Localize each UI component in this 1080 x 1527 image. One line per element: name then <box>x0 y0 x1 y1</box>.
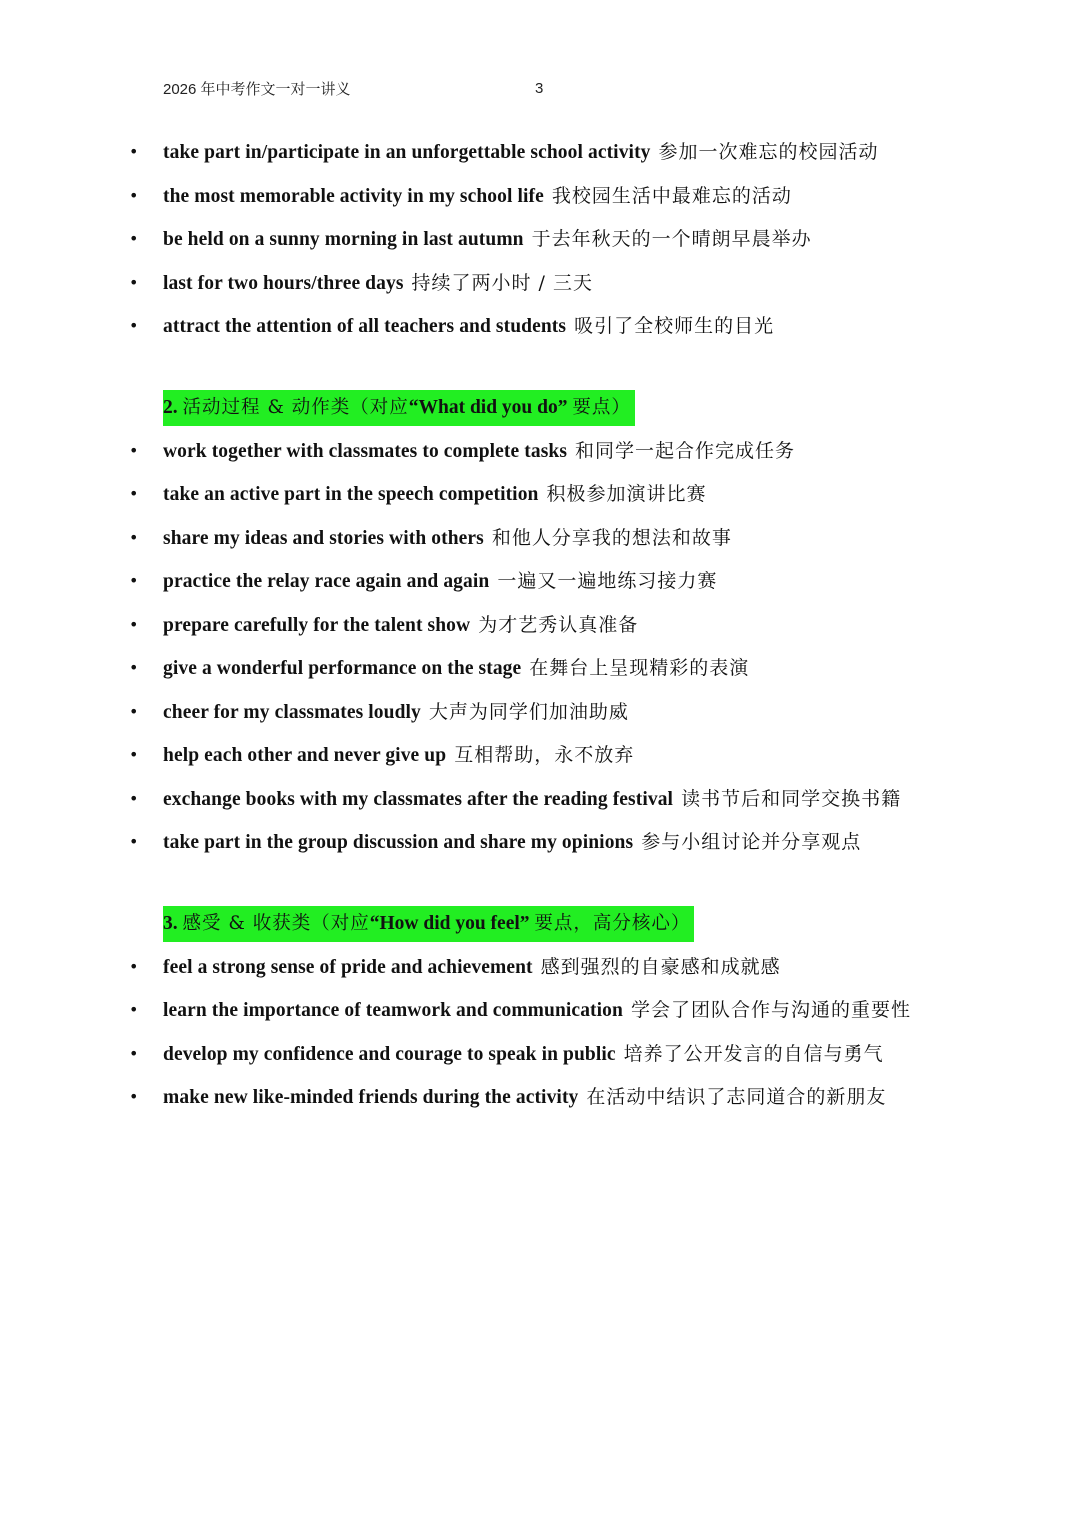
phrase-en: take part in/participate in an unforgettable school activity <box>163 142 651 163</box>
phrase-zh: 参加一次难忘的校园活动 <box>658 141 879 163</box>
phrase-en: help each other and never give up <box>163 745 447 766</box>
list-item <box>0 778 918 822</box>
section2-list <box>0 430 1080 865</box>
phrase-zh: 参与小组讨论并分享观点 <box>641 831 862 853</box>
page-number: 3 <box>535 80 544 97</box>
phrase-zh: 培养了公开发言的自信与勇气 <box>623 1042 884 1065</box>
phrase-en: give a wonderful performance on the stage <box>163 658 522 679</box>
section1-list <box>0 131 1080 349</box>
phrase-zh: 感到强烈的自豪感和成就感 <box>540 955 781 978</box>
phrase-zh: 在活动中结识了志同道合的新朋友 <box>586 1086 887 1108</box>
heading-zh: 感受 & 收获类（对应 <box>182 912 370 934</box>
phrase-en: learn the importance of teamwork and communication <box>163 1000 623 1021</box>
phrase-zh: 大声为同学们加油助威 <box>428 700 629 723</box>
phrase-en: the most memorable activity in my school life <box>163 185 544 207</box>
list-item <box>0 262 918 306</box>
phrase-zh: 在舞台上呈现精彩的表演 <box>529 657 750 679</box>
list-item <box>0 946 918 990</box>
phrase-zh: 积极参加演讲比赛 <box>546 483 707 505</box>
phrase-zh: 为才艺秀认真准备 <box>478 613 639 636</box>
list-item <box>0 175 918 219</box>
phrase-zh: 我校园生活中最难忘的活动 <box>551 184 792 207</box>
phrase-en: last for two hours/three days <box>163 272 404 294</box>
list-item <box>0 989 918 1033</box>
phrase-zh: 互相帮助，永不放弃 <box>454 744 635 766</box>
phrase-en: feel a strong sense of pride and achievement <box>163 956 533 978</box>
list-item <box>0 473 918 517</box>
list-item <box>0 305 918 349</box>
list-item <box>0 647 918 691</box>
phrase-en: cheer for my classmates loudly <box>163 701 421 723</box>
list-item <box>0 430 918 474</box>
section3-heading <box>163 906 694 942</box>
list-item <box>0 218 918 262</box>
phrase-zh: 学会了团队合作与沟通的重要性 <box>630 999 911 1021</box>
phrase-en: work together with classmates to complete tasks <box>163 440 568 462</box>
phrase-zh: 和同学一起合作完成任务 <box>575 439 796 462</box>
phrase-en: attract the attention of all teachers and students <box>163 316 567 337</box>
section3-list <box>0 946 1080 1120</box>
heading-en: “What did you do” <box>408 396 568 418</box>
phrase-zh: 于去年秋天的一个晴朗早晨举办 <box>531 228 812 250</box>
phrase-en: take an active part in the speech competition <box>163 484 539 505</box>
heading-number: 2. <box>163 396 178 418</box>
section3-heading-wrap <box>0 906 1080 946</box>
page-content <box>0 131 1080 1120</box>
phrase-zh: 读书节后和同学交换书籍 <box>681 787 902 810</box>
list-item <box>0 604 918 648</box>
section2-heading <box>163 390 635 426</box>
heading-zh: 活动过程 & 动作类（对应 <box>182 396 409 418</box>
phrase-en: share my ideas and stories with others <box>163 527 484 549</box>
list-item <box>0 517 918 561</box>
phrase-zh: 持续了两小时 / 三天 <box>411 271 593 294</box>
phrase-en: make new like-minded friends during the activity <box>163 1087 579 1108</box>
heading-zh: 要点，高分核心） <box>534 912 691 934</box>
document-title: 2026 年中考作文一对一讲义 <box>163 81 351 98</box>
phrase-en: practice the relay race again and again <box>163 571 490 592</box>
phrase-en: exchange books with my classmates after the reading festival <box>163 788 674 810</box>
list-item <box>0 560 918 604</box>
list-item <box>0 821 918 865</box>
section2-heading-wrap <box>0 390 1080 430</box>
heading-zh: 要点） <box>572 396 631 418</box>
list-item <box>0 131 918 175</box>
heading-en: “How did you feel” <box>369 912 530 934</box>
list-item <box>0 1076 918 1120</box>
heading-number: 3. <box>163 912 178 934</box>
phrase-en: develop my confidence and courage to speak in public <box>163 1043 616 1065</box>
phrase-zh: 和他人分享我的想法和故事 <box>491 526 732 549</box>
list-item <box>0 1033 918 1077</box>
phrase-zh: 吸引了全校师生的目光 <box>574 315 775 337</box>
phrase-en: take part in the group discussion and share my opinions <box>163 832 634 853</box>
list-item <box>0 734 918 778</box>
page-header <box>163 78 923 102</box>
phrase-en: prepare carefully for the talent show <box>163 614 471 636</box>
phrase-zh: 一遍又一遍地练习接力赛 <box>497 570 718 592</box>
phrase-en: be held on a sunny morning in last autumn <box>163 229 524 250</box>
list-item <box>0 691 918 735</box>
